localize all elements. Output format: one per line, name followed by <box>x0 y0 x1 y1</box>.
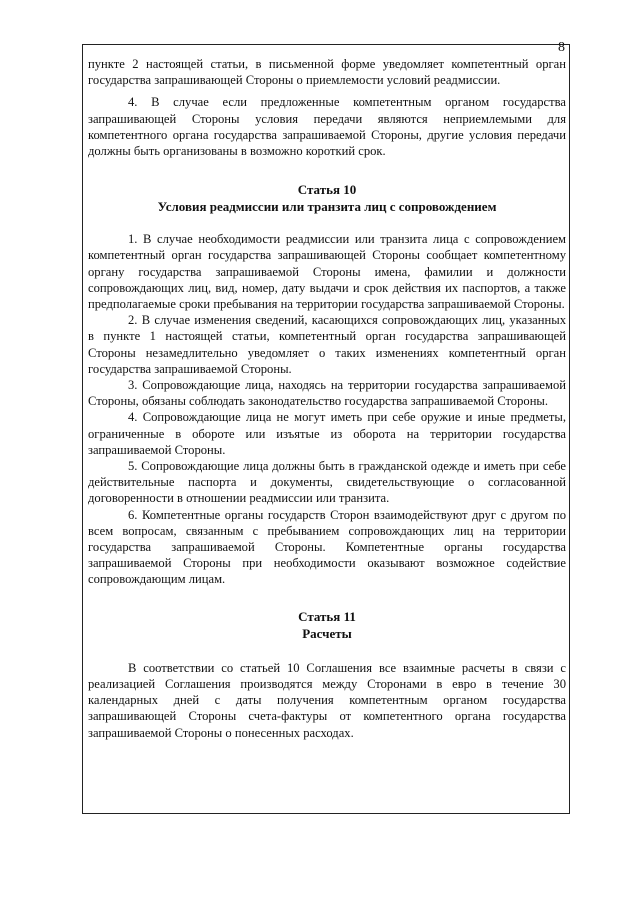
paragraph-4: 4. В случае если предложенные компетентным органом государства запрашивающей Стороны условия передачи являются неприемлемыми для компетентного органа государства запрашиваемой Стороны, другие условия передачи должны быть организованы в возможно короткий срок. <box>88 95 566 159</box>
article-11-number: Статья 11 <box>298 608 356 624</box>
page-number: 8 <box>558 40 565 55</box>
continuation-paragraph: пункте 2 настоящей статьи, в письменной форме уведомляет компетентный орган государства запрашивающей Стороны о приемлемости условий реадмиссии. <box>88 57 566 88</box>
article-10-paragraph-4: 4. Сопровождающие лица не могут иметь при себе оружие и иные предметы, ограниченные в обороте или изъятые из оборота на территории государства запрашиваемой Стороны. <box>88 410 566 457</box>
article-10-paragraph-3: 3. Сопровождающие лица, находясь на территории государства запрашиваемой Стороны, обязаны соблюдать законодательство государства запрашиваемой Стороны. <box>88 378 566 409</box>
article-11-title: Расчеты <box>302 625 352 641</box>
article-10-paragraph-6: 6. Компетентные органы государств Сторон взаимодействуют друг с другом по всем вопросам, связанным с пребыванием сопровождающих лиц на территории государства запрашиваемой Стороны. Компетентные органы государства запрашиваемой Стороны при необходимости оказывают возможное содействие сопровождающим лицам. <box>88 507 566 587</box>
article-10-paragraph-1: 1. В случае необходимости реадмиссии или транзита лица с сопровождением компетентный орган государства запрашивающей Стороны сообщает компетентному органу государства запрашиваемой Стороны имена, фамилии и должности сопровождающих лиц, вид, номер, дату выдачи и срок действия их паспортов, а также предполагаемые сроки пребывания на территории государства запрашиваемой Стороны. <box>88 232 566 312</box>
article-10-title: Условия реадмиссии или транзита лиц с сопровождением <box>157 199 497 215</box>
article-11-paragraph: В соответствии со статьей 10 Соглашения все взаимные расчеты в связи с реализацией Соглашения производятся между Сторонами в евро в течение 30 календарных дней с даты получения компетентным органом государства запрашивающей Стороны счета-фактуры от компетентного органа государства запрашиваемой Стороны о понесенных расходах. <box>88 660 566 740</box>
document-body <box>88 56 566 741</box>
article-10-number: Статья 10 <box>297 182 357 198</box>
article-10-paragraph-2: 2. В случае изменения сведений, касающихся сопровождающих лиц, указанных в пункте 1 настоящей статьи, компетентный орган государства запрашивающей Стороны незамедлительно уведомляет о таких изменениях компетентный орган государства запрашиваемой Стороны. <box>88 313 566 376</box>
article-10-paragraph-5: 5. Сопровождающие лица должны быть в гражданской одежде и иметь при себе действительные паспорта и документы, свидетельствующие о согласованной договоренности в отношении реадмиссии или транзита. <box>88 459 566 506</box>
